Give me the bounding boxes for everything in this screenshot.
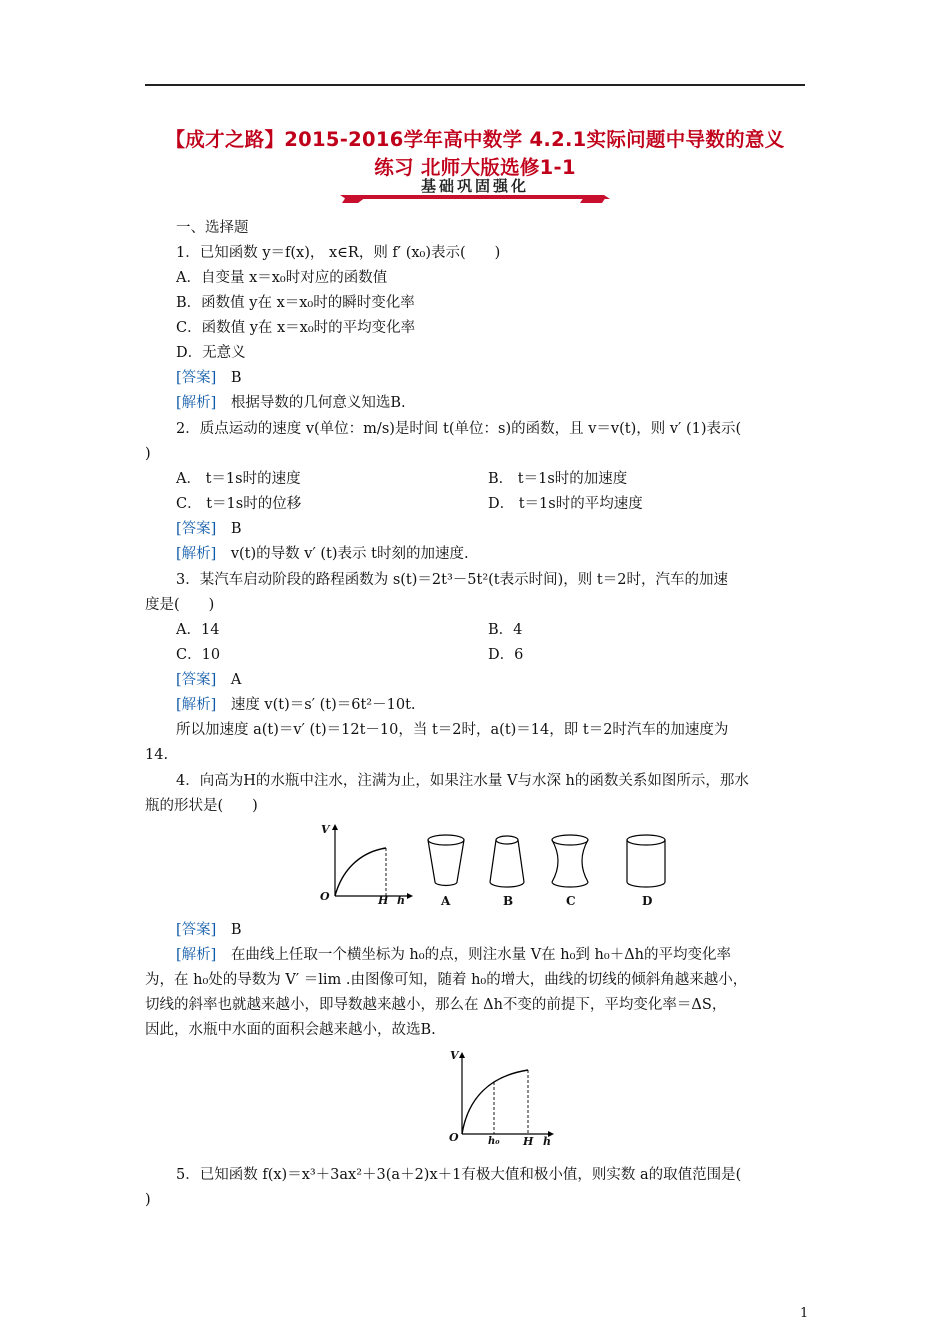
q4-analysis-line4: 因此，水瓶中水面的面积会越来越小，故选B.	[145, 1022, 436, 1038]
q4-stem-cont: 瓶的形状是( )	[145, 798, 258, 814]
fig1-x-label: h	[397, 894, 405, 907]
q3-option-c: C．10	[176, 647, 221, 663]
q3-stem-cont: 度是( )	[145, 597, 215, 613]
bottle-a-label: A	[441, 894, 451, 908]
q5-stem-cont: )	[145, 1192, 151, 1208]
bottle-b-label: B	[503, 894, 514, 908]
analysis-tag: [解析]	[176, 947, 217, 963]
q4-stem: 4．向高为H的水瓶中注水，注满为止，如果注水量 V与水深 h的函数关系如图所示，那水	[176, 773, 749, 789]
analysis-text: 速度 v(t)＝s′ (t)＝6t²－10t.	[216, 697, 416, 713]
q1-answer	[176, 368, 241, 388]
q3-analysis	[176, 695, 416, 715]
bottle-c-label: C	[566, 894, 576, 908]
q3-option-d: D．6	[488, 647, 524, 663]
q2-option-a: A． t＝1s时的速度	[176, 471, 301, 487]
bottle-a-icon	[428, 835, 464, 886]
q3-answer	[176, 670, 241, 690]
q3-analysis-cont: 所以加速度 a(t)＝v′ (t)＝12t－10，当 t＝2时，a(t)＝14，即 t＝2时汽车的加速度为	[176, 722, 729, 738]
title-line-1: 【成才之路】2015-2016学年高中数学 4.2.1实际问题中导数的意义	[165, 128, 785, 151]
banner-title: 基础巩固强化	[420, 177, 529, 195]
fig2-origin-label: O	[449, 1131, 459, 1144]
q3-analysis-end: 14.	[145, 747, 169, 763]
bottle-d-icon	[627, 835, 665, 887]
q2-option-b: B． t＝1s时的加速度	[488, 471, 628, 487]
fig1-origin-label: O	[320, 890, 330, 903]
fig2-x-label: h	[543, 1135, 551, 1148]
analysis-tag: [解析]	[176, 395, 217, 411]
answer-text: A	[216, 672, 242, 688]
fig2-h0-label: h₀	[488, 1136, 500, 1147]
bottle-b-icon	[490, 836, 524, 887]
analysis-text: 在曲线上任取一个横坐标为 h₀的点，则注水量 V在 h₀到 h₀＋Δh的平均变化率	[216, 947, 731, 963]
answer-tag: [答案]	[176, 922, 217, 938]
fig2-y-label: V	[450, 1049, 459, 1062]
q2-answer	[176, 519, 241, 539]
section-banner	[340, 177, 610, 203]
answer-tag: [答案]	[176, 521, 217, 537]
q2-option-d: D． t＝1s时的平均速度	[488, 496, 643, 512]
q3-option-b: B．4	[488, 622, 523, 638]
analysis-text: 根据导数的几何意义知选B.	[216, 395, 406, 411]
title-line-2: 练习 北师大版选修1-1	[374, 156, 576, 179]
analysis-tag: [解析]	[176, 546, 217, 562]
q1-option-c: C．函数值 y在 x＝x₀时的平均变化率	[176, 320, 416, 336]
q5-stem: 5．已知函数 f(x)＝x³＋3ax²＋3(a＋2)x＋1有极大值和极小值，则实数 a的取值范围是(	[176, 1167, 742, 1183]
q4-graph	[332, 824, 413, 899]
q4-analysis-line2: 为，在 h₀处的导数为 V′ ＝lim .由图像可知，随着 h₀的增大，曲线的切线的倾斜角越来越小，	[145, 972, 748, 988]
q1-analysis	[176, 393, 406, 413]
fig2-h-tick-label: H	[523, 1135, 534, 1148]
q1-option-a: A．自变量 x＝x₀时对应的函数值	[176, 270, 388, 286]
q3-option-a: A．14	[176, 622, 220, 638]
section-heading: 一、选择题	[176, 220, 249, 236]
q2-stem-cont: )	[145, 446, 151, 462]
answer-text: B	[216, 521, 242, 537]
page-number: 1	[800, 1306, 809, 1321]
q2-stem: 2．质点运动的速度 v(单位：m/s)是时间 t(单位：s)的函数，且 v＝v(t)，则 v′ (1)表示(	[176, 421, 742, 437]
analysis-text: v(t)的导数 v′ (t)表示 t时刻的加速度.	[216, 546, 469, 562]
q4-analysis	[176, 945, 731, 965]
bottle-d-label: D	[642, 894, 653, 908]
q1-stem: 1．已知函数 y＝f(x)， x∈R，则 f′ (x₀)表示( )	[176, 245, 501, 261]
q4-analysis-line3: 切线的斜率也就越来越小，即导数越来越小，那么在 Δh不变的前提下，平均变化率＝ΔS，	[145, 997, 727, 1013]
q4-answer	[176, 920, 241, 940]
analysis-tag: [解析]	[176, 697, 217, 713]
q1-option-b: B．函数值 y在 x＝x₀时的瞬时变化率	[176, 295, 415, 311]
answer-tag: [答案]	[176, 370, 217, 386]
answer-tag: [答案]	[176, 672, 217, 688]
q2-analysis	[176, 544, 469, 564]
q2-option-c: C． t＝1s时的位移	[176, 496, 302, 512]
q1-option-d: D．无意义	[176, 345, 246, 361]
q3-stem: 3．某汽车启动阶段的路程函数为 s(t)＝2t³－5t²(t表示时间)，则 t＝2时，汽车的加速	[176, 572, 728, 588]
header-rule	[145, 84, 805, 86]
fig1-h-tick-label: H	[378, 894, 389, 907]
answer-text: B	[216, 922, 242, 938]
answer-text: B	[216, 370, 242, 386]
bottle-c-icon	[552, 835, 588, 887]
fig1-y-label: V	[321, 823, 330, 836]
q4-figure	[310, 820, 680, 915]
